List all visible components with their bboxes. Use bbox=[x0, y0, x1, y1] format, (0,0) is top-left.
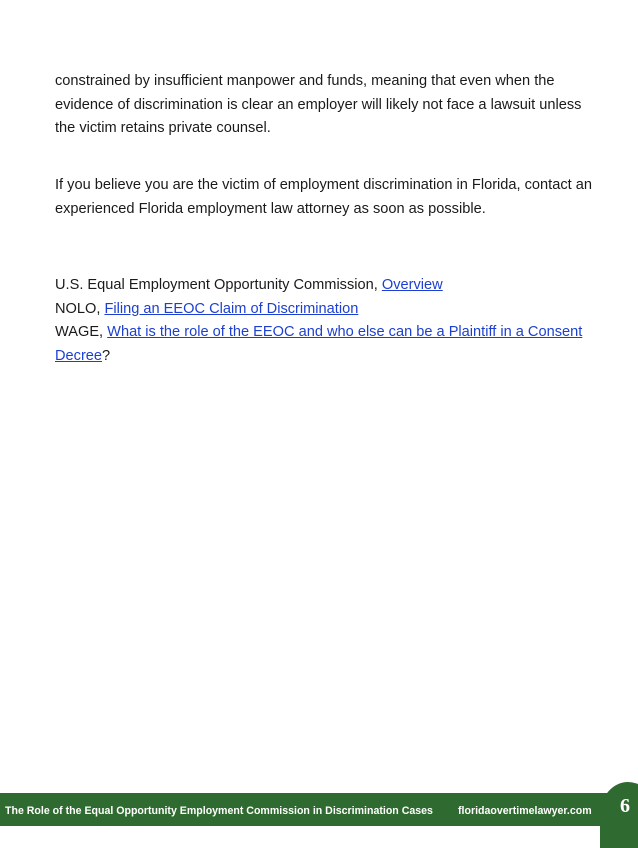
reference-suffix: ? bbox=[102, 347, 111, 364]
page-number: 6 bbox=[620, 795, 630, 817]
reference-item-eeoc bbox=[55, 274, 595, 298]
reference-link-eeoc-role[interactable]: What is the role of the EEOC and who else can be a Plaintiff in a Consent Decree bbox=[55, 324, 583, 364]
body-paragraph-2: If you believe you are the victim of employment discrimination in Florida, contact an experienced Florida employment law attorney as soon as possible. bbox=[55, 177, 592, 217]
body-paragraph-1: constrained by insufficient manpower and funds, meaning that even when the evidence of discrimination is clear an employer will likely not face a lawsuit unless the victim retains private counsel. bbox=[55, 73, 582, 136]
footer-document-title: The Role of the Equal Opportunity Employment Commission in Discrimination Cases bbox=[5, 805, 433, 817]
reference-link-overview[interactable]: Overview bbox=[381, 277, 443, 293]
reference-source: U.S. Equal Employment Opportunity Commission, bbox=[55, 277, 382, 293]
reference-item-nolo bbox=[55, 298, 595, 322]
references-list bbox=[55, 274, 595, 368]
footer-bar bbox=[0, 793, 638, 826]
footer-website: floridaovertimelawyer.com bbox=[458, 805, 592, 817]
page-number-badge bbox=[600, 782, 638, 848]
reference-item-wage bbox=[55, 321, 595, 368]
reference-source: NOLO, bbox=[55, 300, 105, 317]
reference-source: WAGE, bbox=[55, 324, 108, 340]
reference-link-filing-eeoc-claim[interactable]: Filing an EEOC Claim of Discrimination bbox=[104, 300, 359, 317]
